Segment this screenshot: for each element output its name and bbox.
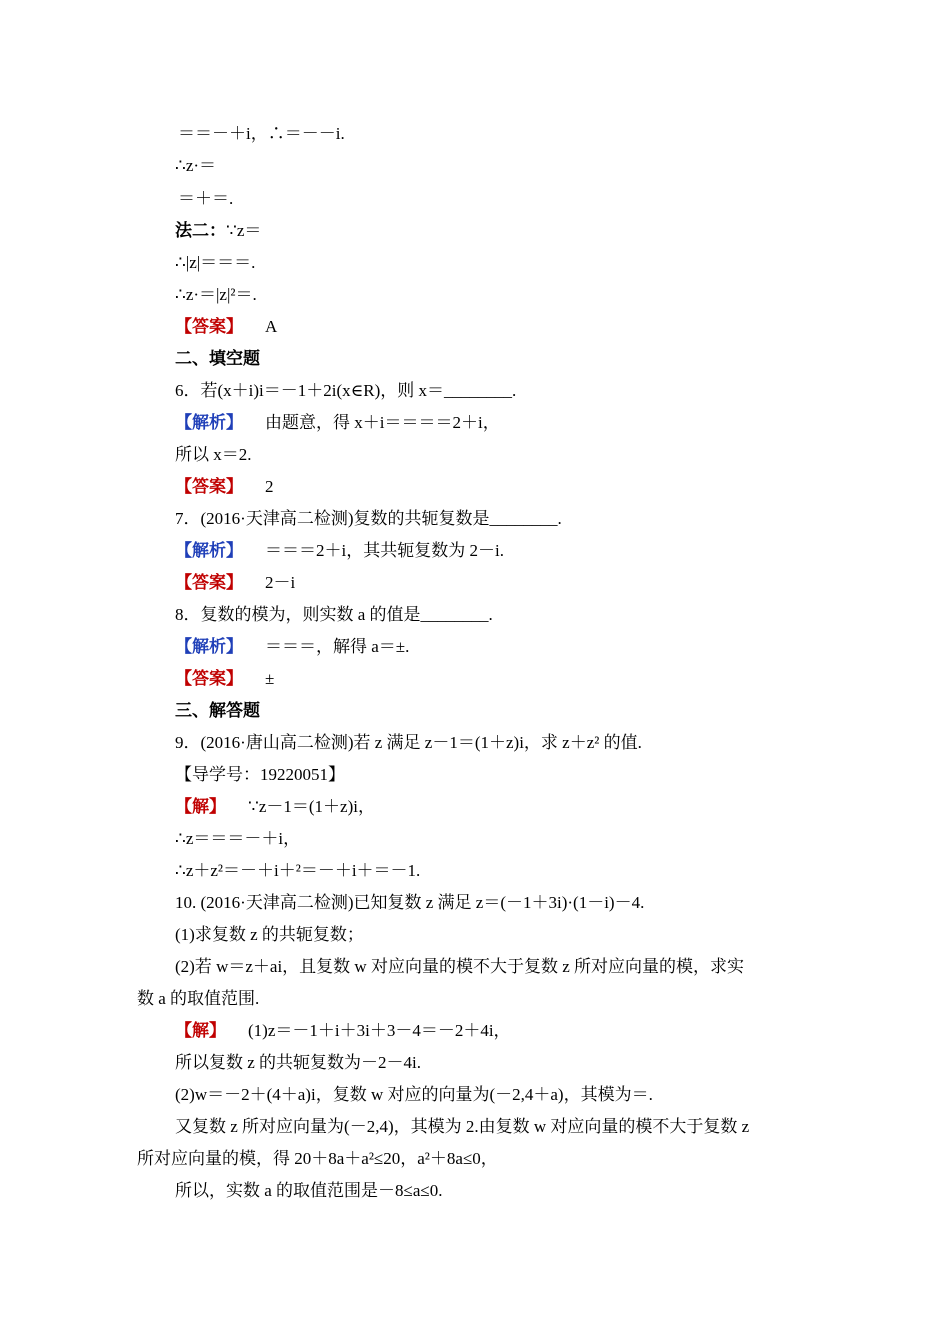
text-line: 所对应向量的模，得 20＋8a＋a²≤20，a²＋8a≤0， xyxy=(137,1149,498,1168)
analysis-tag: 【解析】 xyxy=(175,637,243,656)
analysis-text: 由题意，得 x＋i＝＝＝＝2＋i， xyxy=(265,413,500,432)
formula-line: ∴z＝＝＝－＋i， xyxy=(175,829,301,848)
question-9: 9．(2016·唐山高二检测)若 z 满足 z－1＝(1＋z)i，求 z＋z² 的值. xyxy=(175,733,642,752)
answer-tag: 【答案】 xyxy=(175,477,243,496)
answer-tag: 【答案】 xyxy=(175,669,243,688)
analysis-line xyxy=(175,540,504,562)
answer-text: A xyxy=(265,317,278,336)
text-line: 又复数 z 所对应向量为(－2,4)，其模为 2.由复数 w 对应向量的模不大于复数 z xyxy=(175,1117,750,1136)
answer-line xyxy=(175,476,274,498)
formula-line: ＝＝－＋i，∴＝－－i. xyxy=(178,124,345,143)
question-10: 10. (2016·天津高二检测)已知复数 z 满足 z＝(－1＋3i)·(1－i)－4. xyxy=(175,893,645,912)
formula-line: ∴|z|＝＝＝. xyxy=(175,253,256,272)
solution-line xyxy=(175,1020,511,1042)
analysis-text: ＝＝＝，解得 a＝±. xyxy=(265,637,410,656)
formula-line: ∴z＋z²＝－＋i＋²＝－＋i＋＝－1. xyxy=(175,861,421,880)
analysis-tag: 【解析】 xyxy=(175,413,243,432)
answer-line xyxy=(175,572,295,594)
analysis-text: ＝＝＝2＋i，其共轭复数为 2－i. xyxy=(265,541,504,560)
method-label: 法二： xyxy=(175,221,226,240)
solution-text: ∵z－1＝(1＋z)i， xyxy=(248,797,375,816)
formula-line: ∴z·＝ xyxy=(175,156,217,175)
analysis-line xyxy=(175,412,500,434)
formula-line: ∴z·＝|z|²＝. xyxy=(175,285,257,304)
text-line: 所以复数 z 的共轭复数为－2－4i. xyxy=(175,1053,422,1072)
section-heading: 三、解答题 xyxy=(175,701,260,720)
solution-tag: 【解】 xyxy=(175,1021,226,1040)
conclusion-line: 所以，实数 a 的取值范围是－8≤a≤0. xyxy=(175,1181,443,1200)
answer-tag: 【答案】 xyxy=(175,573,243,592)
section-heading: 二、填空题 xyxy=(175,349,260,368)
analysis-tag: 【解析】 xyxy=(175,541,243,560)
solution-tag: 【解】 xyxy=(175,797,226,816)
answer-tag: 【答案】 xyxy=(175,317,243,336)
question-7: 7．(2016·天津高二检测)复数的共轭复数是________. xyxy=(175,509,562,528)
answer-text: 2－i xyxy=(265,573,296,592)
question-8: 8．复数的模为，则实数 a 的值是________. xyxy=(175,605,493,624)
answer-text: 2 xyxy=(265,477,274,496)
solution-text: (1)z＝－1＋i＋3i＋3－4＝－2＋4i， xyxy=(248,1021,511,1040)
analysis-line xyxy=(175,636,409,658)
question-10-part-2-cont: 数 a 的取值范围. xyxy=(137,989,260,1008)
question-10-part-2: (2)若 w＝z＋ai，且复数 w 对应向量的模不大于复数 z 所对应向量的模，求实 xyxy=(175,957,744,976)
solution-line xyxy=(175,796,375,818)
question-6: 6．若(x＋i)i＝－1＋2i(x∈R)，则 x＝________. xyxy=(175,381,517,400)
text-line: 所以 x＝2. xyxy=(175,445,252,464)
method-two-line xyxy=(175,220,261,242)
answer-text: ± xyxy=(265,669,275,688)
question-10-part-1: (1)求复数 z 的共轭复数； xyxy=(175,925,364,944)
formula-text: ∵z＝ xyxy=(226,221,262,240)
guide-number: 【导学号：19220051】 xyxy=(175,765,345,784)
text-line: (2)w＝－2＋(4＋a)i，复数 w 对应的向量为(－2,4＋a)，其模为＝. xyxy=(175,1085,653,1104)
formula-line: ＝＋＝. xyxy=(178,189,234,208)
answer-line xyxy=(175,316,277,338)
answer-line xyxy=(175,668,274,690)
